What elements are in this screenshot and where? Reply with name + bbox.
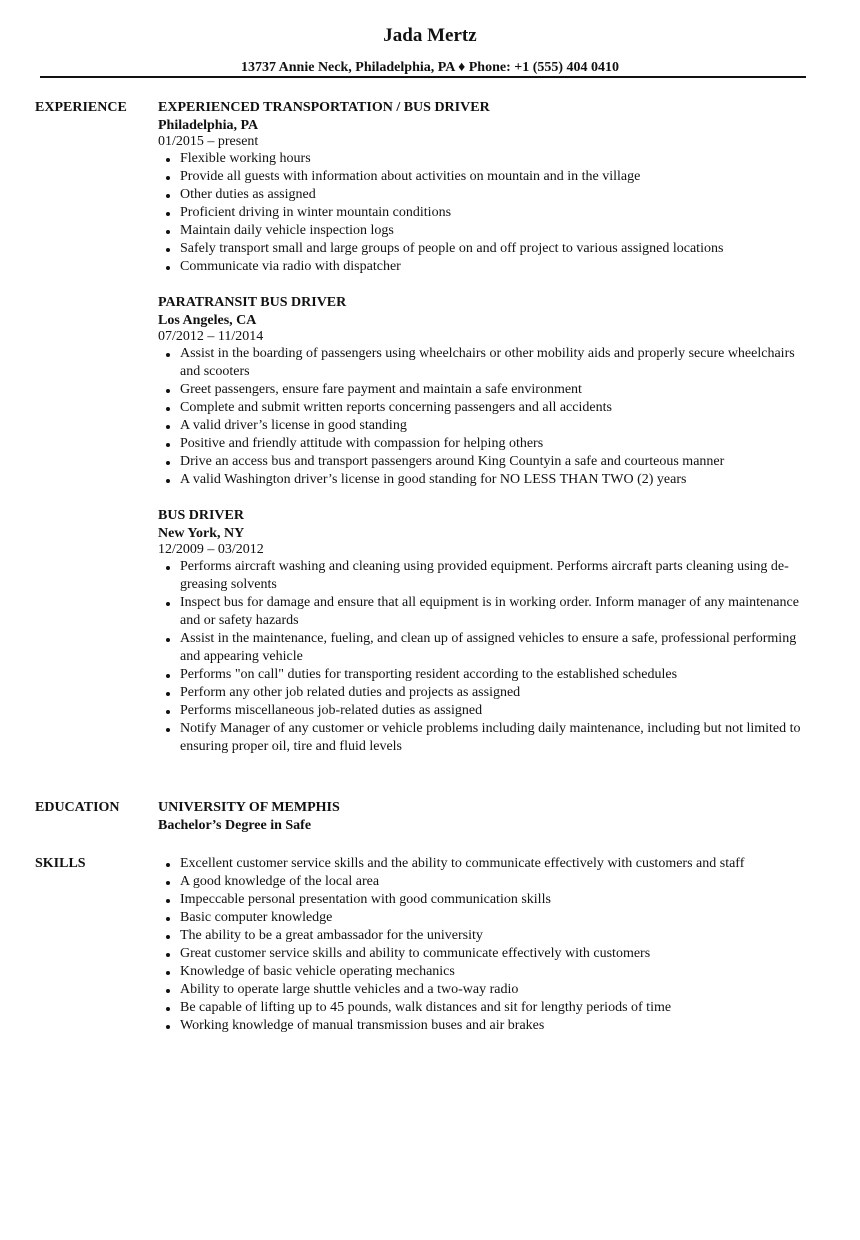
skills-list	[158, 855, 808, 1035]
skill-item: Excellent customer service skills and the ability to communicate effectively with customers and staff	[158, 855, 808, 873]
job-duties	[158, 558, 808, 756]
job-entry	[158, 99, 808, 276]
section-label-skills: SKILLS	[35, 856, 86, 871]
duty-item: Complete and submit written reports concerning passengers and all accidents	[158, 399, 808, 417]
skill-item: Knowledge of basic vehicle operating mechanics	[158, 963, 808, 981]
skill-item: Ability to operate large shuttle vehicles and a two-way radio	[158, 981, 808, 999]
duty-item: Performs aircraft washing and cleaning using provided equipment. Performs aircraft parts cleaning using de-greasing solvents	[158, 558, 808, 594]
duty-item: Proficient driving in winter mountain conditions	[158, 204, 808, 222]
job-dates: 12/2009 – 03/2012	[158, 542, 264, 557]
skill-item: Working knowledge of manual transmission buses and air brakes	[158, 1017, 808, 1035]
duty-item: A valid Washington driver’s license in good standing for NO LESS THAN TWO (2) years	[158, 471, 808, 489]
duty-item: Perform any other job related duties and projects as assigned	[158, 684, 808, 702]
job-title: EXPERIENCED TRANSPORTATION / BUS DRIVER	[158, 100, 490, 115]
job-duties	[158, 345, 808, 489]
duty-item: Maintain daily vehicle inspection logs	[158, 222, 808, 240]
section-label-education: EDUCATION	[35, 800, 120, 815]
job-dates: 07/2012 – 11/2014	[158, 329, 264, 344]
duty-item: Other duties as assigned	[158, 186, 808, 204]
job-duties	[158, 150, 808, 276]
skill-item: Basic computer knowledge	[158, 909, 808, 927]
job-dates: 01/2015 – present	[158, 134, 259, 149]
experience-list	[158, 99, 808, 774]
education-entry	[158, 799, 808, 834]
skills-list-container	[158, 855, 808, 1035]
job-entry	[158, 507, 808, 756]
duty-item: Notify Manager of any customer or vehicle problems including daily maintenance, including but not limited to ensuring proper oil, tire and fluid levels	[158, 720, 808, 756]
duty-item: Greet passengers, ensure fare payment and maintain a safe environment	[158, 381, 808, 399]
duty-item: Performs "on call" duties for transporting resident according to the established schedules	[158, 666, 808, 684]
job-entry	[158, 294, 808, 489]
degree: Bachelor’s Degree in Safe	[158, 818, 312, 833]
duty-item: Inspect bus for damage and ensure that all equipment is in working order. Inform manager of any maintenance and or safety hazards	[158, 594, 808, 630]
duty-item: Safely transport small and large groups of people on and off project to various assigned locations	[158, 240, 808, 258]
duty-item: A valid driver’s license in good standing	[158, 417, 808, 435]
skill-item: Impeccable personal presentation with good communication skills	[158, 891, 808, 909]
skill-item: Great customer service skills and ability to communicate effectively with customers	[158, 945, 808, 963]
job-title: PARATRANSIT BUS DRIVER	[158, 295, 347, 310]
resume-header	[0, 24, 860, 77]
duty-item: Assist in the maintenance, fueling, and clean up of assigned vehicles to ensure a safe, professional performing and appearing vehicle	[158, 630, 808, 666]
duty-item: Assist in the boarding of passengers using wheelchairs or other mobility aids and properly secure wheelchairs and scooters	[158, 345, 808, 381]
job-location: New York, NY	[158, 526, 245, 541]
skill-item: A good knowledge of the local area	[158, 873, 808, 891]
duty-item: Drive an access bus and transport passengers around King Countyin a safe and courteous manner	[158, 453, 808, 471]
school-name: UNIVERSITY OF MEMPHIS	[158, 800, 340, 815]
duty-item: Communicate via radio with dispatcher	[158, 258, 808, 276]
duty-item: Flexible working hours	[158, 150, 808, 168]
skill-item: The ability to be a great ambassador for the university	[158, 927, 808, 945]
skill-item: Be capable of lifting up to 45 pounds, walk distances and sit for lengthy periods of time	[158, 999, 808, 1017]
job-location: Philadelphia, PA	[158, 118, 259, 133]
contact-line: 13737 Annie Neck, Philadelphia, PA ♦ Phone: +1 (555) 404 0410	[240, 60, 620, 75]
job-location: Los Angeles, CA	[158, 313, 257, 328]
section-label-experience: EXPERIENCE	[35, 100, 127, 115]
duty-item: Performs miscellaneous job-related duties as assigned	[158, 702, 808, 720]
header-divider	[40, 76, 806, 78]
duty-item: Positive and friendly attitude with compassion for helping others	[158, 435, 808, 453]
job-title: BUS DRIVER	[158, 508, 244, 523]
duty-item: Provide all guests with information about activities on mountain and in the village	[158, 168, 808, 186]
candidate-name: Jada Mertz	[383, 25, 477, 46]
